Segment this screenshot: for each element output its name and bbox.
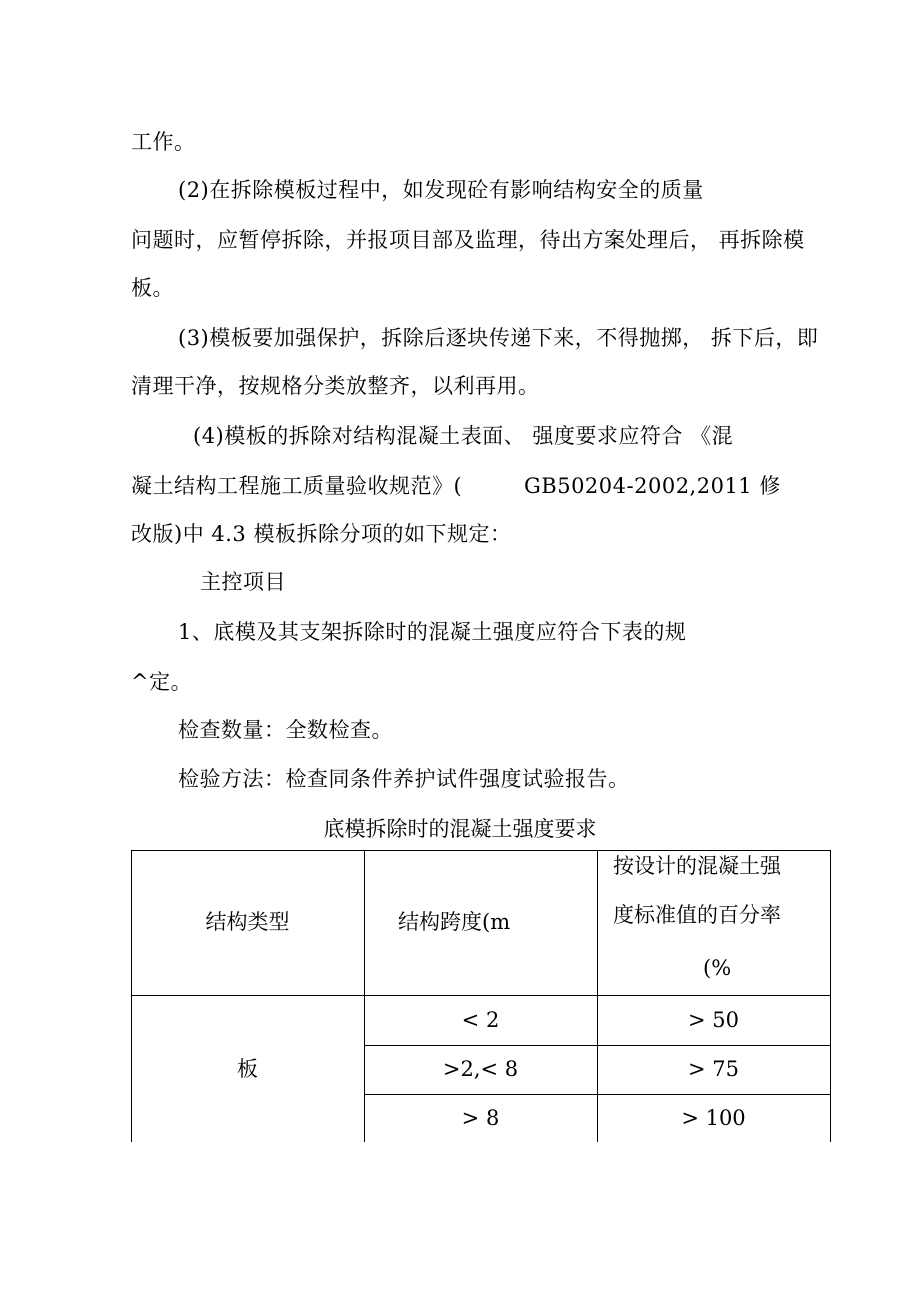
text-line-3: 问题时，应暂停拆除，并报项目部及监理，待出方案处理后， 再拆除模 [131, 228, 805, 252]
header-span: 结构跨度(m [398, 910, 511, 934]
text-line-6: 清理干净，按规格分类放整齐，以利再用。 [131, 374, 540, 398]
row-percent: > 75 [688, 1057, 739, 1081]
table-border-col1 [364, 850, 365, 1142]
text-line-8a: 凝土结构工程施工质量验收规范》( [131, 474, 463, 498]
header-percent-line1: 按设计的混凝土强 [613, 854, 781, 878]
text-line-11: 1、底模及其支架拆除时的混凝土强度应符合下表的规 [178, 620, 687, 644]
group-label-slab: 板 [237, 1057, 258, 1081]
header-percent-line3: (% [703, 956, 732, 980]
table-caption: 底模拆除时的混凝土强度要求 [323, 817, 597, 841]
text-line-4: 板。 [131, 276, 174, 300]
table-border-col2 [597, 850, 598, 1142]
row-span: >2,< 8 [442, 1057, 519, 1081]
row-span: < 2 [461, 1008, 500, 1032]
row-span: > 8 [461, 1106, 500, 1130]
header-percent-line2: 度标准值的百分率 [613, 903, 781, 927]
text-line-2: (2)在拆除模板过程中，如发现砼有影响结构安全的质量 [178, 178, 704, 202]
text-line-13: 检查数量：全数检查。 [178, 718, 393, 742]
text-line-8b: GB50204-2002,2011 修 [524, 474, 781, 498]
row-percent: > 50 [688, 1008, 739, 1032]
table-border-top [131, 850, 830, 851]
row-percent: > 100 [681, 1106, 746, 1130]
text-line-10: 主控项目 [200, 570, 286, 594]
table-border-left [131, 850, 132, 1142]
text-line-1: 工作。 [131, 130, 196, 154]
header-structure-type: 结构类型 [205, 910, 290, 934]
text-line-12: ^定。 [131, 670, 193, 694]
text-line-5: (3)模板要加强保护，拆除后逐块传递下来，不得抛掷， 拆下后，即 [178, 326, 819, 350]
table-border-right [830, 850, 831, 1142]
table-border-header [131, 995, 830, 996]
text-line-14: 检验方法：检查同条件养护试件强度试验报告。 [178, 767, 630, 791]
text-line-7: (4)模板的拆除对结构混凝土表面、 强度要求应符合 《混 [193, 424, 734, 448]
text-line-9: 改版)中 4.3 模板拆除分项的如下规定： [131, 522, 512, 546]
